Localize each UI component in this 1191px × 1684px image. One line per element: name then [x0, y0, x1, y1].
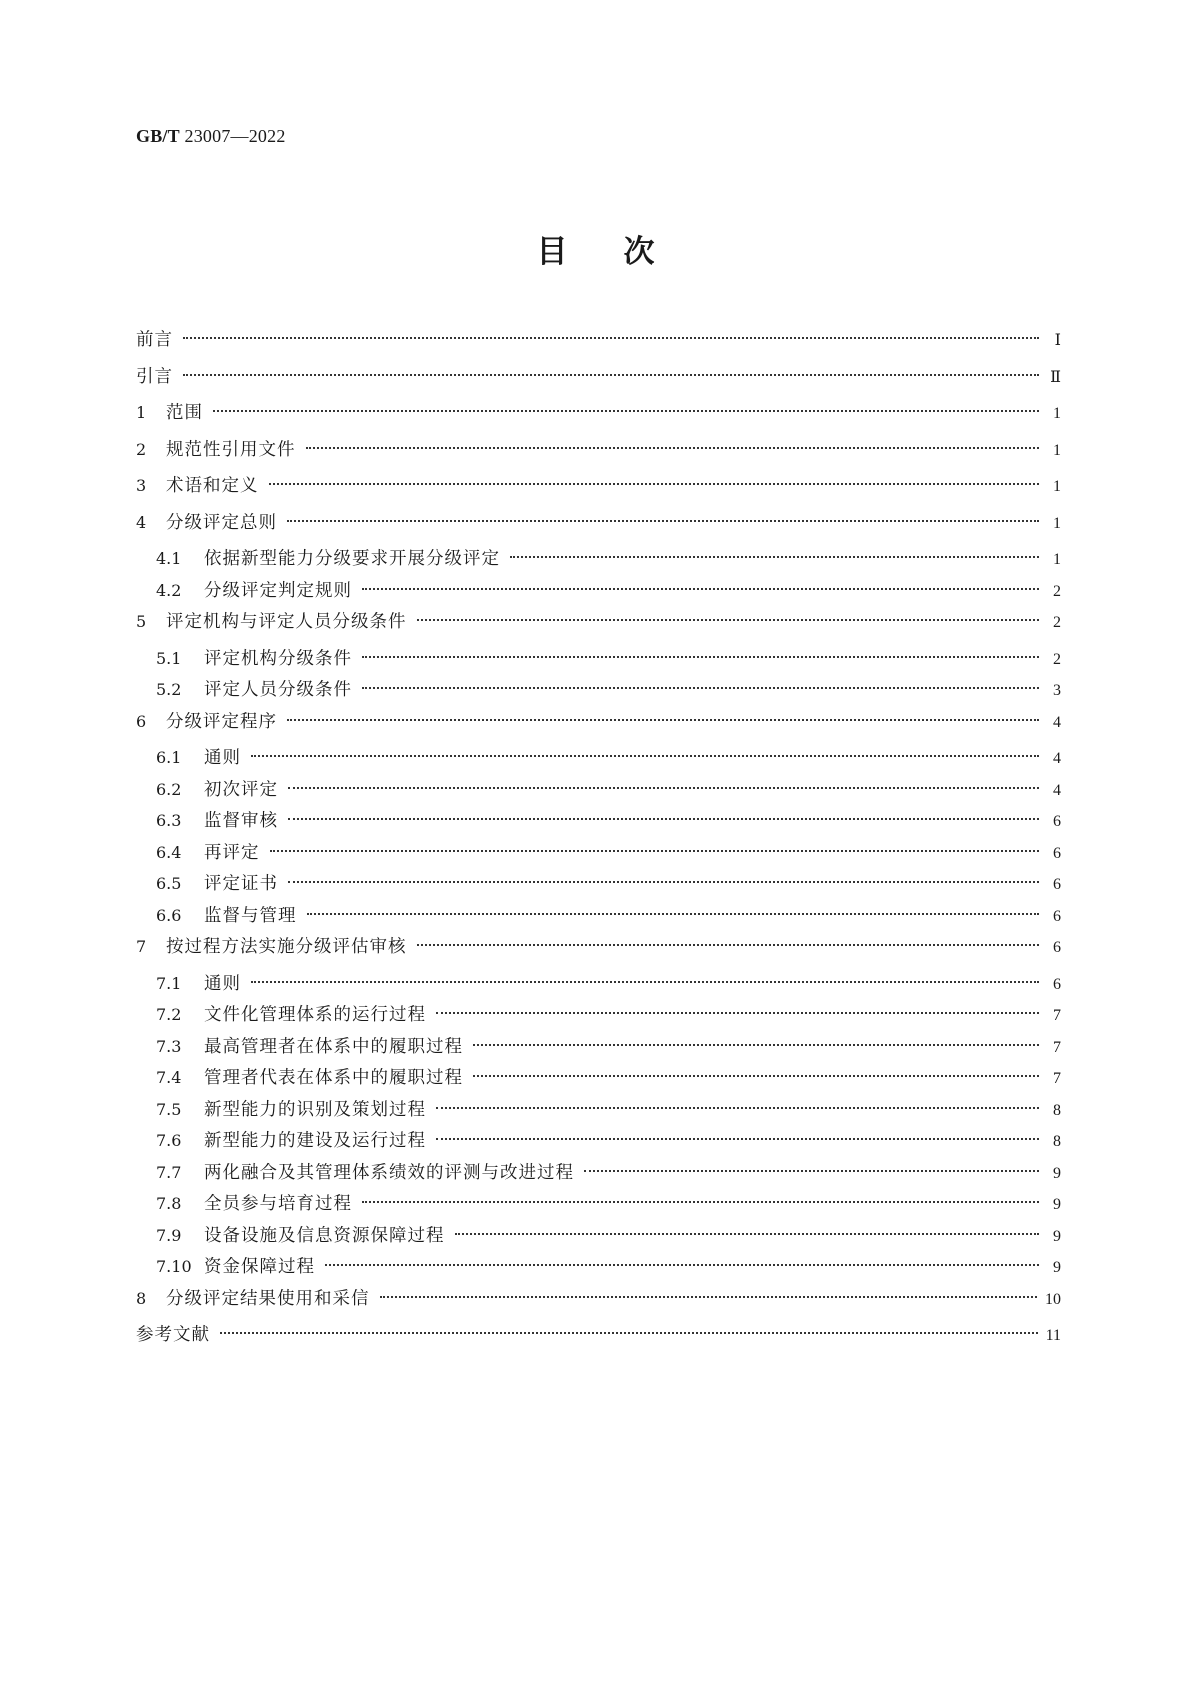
toc-entry-number: 7.3	[156, 1036, 182, 1056]
toc-entry[interactable]	[136, 608, 1061, 645]
toc-entry-number: 5.1	[156, 648, 182, 668]
toc-entry-label: 评定机构与评定人员分级条件	[166, 612, 407, 632]
toc-entry-number: 6.4	[156, 842, 182, 862]
toc-dot-leader	[584, 1170, 1039, 1172]
toc-entry-page: 6	[1053, 876, 1061, 893]
toc-entry-page: 4	[1053, 781, 1061, 799]
toc-entry-label: 管理者代表在体系中的履职过程	[204, 1068, 463, 1088]
toc-entry-label: 文件化管理体系的运行过程	[204, 1005, 426, 1025]
toc-entry-page: 2	[1053, 582, 1061, 600]
toc-entry[interactable]	[136, 509, 1061, 546]
toc-entry[interactable]	[136, 645, 1061, 677]
toc-dot-leader	[436, 1107, 1039, 1109]
toc-entry-number: 7.5	[156, 1099, 182, 1119]
toc-dot-leader	[213, 410, 1039, 412]
toc-entry-label: 评定证书	[204, 874, 278, 894]
toc-entry-label: 分级评定程序	[166, 711, 277, 732]
toc-entry-number: 3	[136, 476, 147, 495]
table-of-contents	[136, 326, 1061, 1358]
toc-entry-page: 2	[1053, 650, 1061, 668]
toc-entry[interactable]	[136, 1159, 1061, 1191]
toc-entry[interactable]	[136, 933, 1061, 970]
toc-entry-number: 6.6	[156, 905, 182, 925]
toc-dot-leader	[306, 447, 1040, 449]
toc-entry-number: 5	[136, 612, 147, 631]
toc-entry[interactable]	[136, 472, 1061, 509]
toc-entry-page: 8	[1053, 1101, 1061, 1119]
toc-entry[interactable]	[136, 1064, 1061, 1096]
toc-entry-label: 新型能力的识别及策划过程	[204, 1099, 426, 1120]
toc-entry-page: 3	[1053, 682, 1061, 699]
toc-entry-page: 1	[1053, 551, 1061, 568]
toc-entry[interactable]	[136, 1096, 1061, 1128]
toc-entry[interactable]	[136, 1222, 1061, 1254]
toc-dot-leader	[417, 619, 1040, 621]
toc-entry-label: 资金保障过程	[204, 1257, 315, 1277]
toc-entry[interactable]	[136, 1321, 1061, 1358]
toc-dot-leader	[183, 337, 1039, 339]
toc-entry-number: 8	[136, 1288, 147, 1308]
toc-entry[interactable]	[136, 326, 1061, 363]
toc-entry-label: 依据新型能力分级要求开展分级评定	[204, 549, 500, 569]
toc-dot-leader	[325, 1264, 1039, 1266]
toc-entry-page: 1	[1053, 478, 1061, 495]
toc-entry-page: 7	[1053, 1070, 1061, 1087]
toc-dot-leader	[269, 483, 1040, 485]
toc-dot-leader	[251, 981, 1039, 983]
toc-entry-page: 11	[1045, 1327, 1061, 1344]
toc-entry-page: 8	[1053, 1133, 1061, 1150]
toc-entry-page: Ⅰ	[1054, 332, 1061, 349]
toc-entry-number: 7.8	[156, 1194, 182, 1213]
toc-dot-leader	[380, 1296, 1038, 1298]
toc-entry-label: 初次评定	[204, 779, 278, 800]
toc-entry-label: 分级评定总则	[166, 512, 277, 533]
toc-entry[interactable]	[136, 1001, 1061, 1033]
toc-dot-leader	[510, 556, 1039, 558]
toc-entry-label: 按过程方法实施分级评估审核	[166, 937, 407, 957]
toc-entry-label: 监督审核	[204, 811, 278, 831]
toc-entry-label: 术语和定义	[166, 476, 259, 496]
toc-dot-leader	[362, 687, 1039, 689]
toc-entry-label: 引言	[136, 366, 173, 387]
toc-entry-page: 6	[1053, 813, 1061, 830]
toc-dot-leader	[473, 1075, 1039, 1077]
toc-entry-number: 4.1	[156, 549, 182, 568]
toc-entry-page: 4	[1053, 750, 1061, 767]
toc-dot-leader	[362, 656, 1039, 658]
toc-entry-number: 6.1	[156, 748, 182, 767]
toc-entry-label: 全员参与培育过程	[204, 1194, 352, 1214]
toc-entry-number: 6.5	[156, 874, 182, 893]
toc-entry[interactable]	[136, 399, 1061, 436]
toc-entry-page: 7	[1053, 1007, 1061, 1024]
toc-dot-leader	[287, 520, 1039, 522]
toc-entry-page: 6	[1053, 975, 1061, 993]
toc-entry-page: 1	[1053, 405, 1061, 422]
toc-entry-label: 通则	[204, 973, 241, 994]
toc-dot-leader	[307, 913, 1040, 915]
toc-entry-page: 2	[1053, 614, 1061, 631]
toc-entry[interactable]	[136, 744, 1061, 776]
toc-entry-number: 2	[136, 439, 147, 459]
toc-entry-number: 7	[136, 937, 147, 956]
toc-entry-page: 4	[1053, 713, 1061, 731]
toc-entry-page: 6	[1053, 907, 1061, 925]
toc-entry-label: 分级评定判定规则	[204, 580, 352, 601]
toc-entry-number: 1	[136, 403, 147, 422]
toc-entry-page: 9	[1053, 1227, 1061, 1245]
toc-entry[interactable]	[136, 1190, 1061, 1222]
toc-dot-leader	[362, 588, 1039, 590]
toc-entry-label: 监督与管理	[204, 905, 297, 926]
toc-entry-label: 最高管理者在体系中的履职过程	[204, 1036, 463, 1057]
standard-number: 23007—2022	[184, 126, 286, 146]
toc-dot-leader	[455, 1233, 1040, 1235]
toc-entry[interactable]	[136, 545, 1061, 577]
toc-entry-number: 7.2	[156, 1005, 182, 1024]
toc-entry[interactable]	[136, 776, 1061, 808]
toc-entry-label: 范围	[166, 403, 203, 423]
toc-entry-number: 5.2	[156, 680, 182, 699]
toc-entry-page: 10	[1045, 1290, 1061, 1308]
toc-entry-label: 评定机构分级条件	[204, 648, 352, 669]
toc-entry-page: 1	[1053, 514, 1061, 532]
toc-dot-leader	[436, 1138, 1039, 1140]
toc-entry[interactable]	[136, 870, 1061, 902]
toc-dot-leader	[251, 755, 1039, 757]
toc-entry-number: 7.1	[156, 973, 182, 993]
toc-entry-number: 7.4	[156, 1068, 182, 1087]
toc-entry-label: 前言	[136, 330, 173, 350]
toc-entry[interactable]	[136, 436, 1061, 473]
toc-entry-page: 9	[1053, 1164, 1061, 1182]
toc-dot-leader	[288, 881, 1039, 883]
toc-entry-number: 7.10	[156, 1257, 192, 1276]
toc-entry[interactable]	[136, 1253, 1061, 1285]
toc-entry[interactable]	[136, 1033, 1061, 1065]
toc-entry-page: 1	[1053, 441, 1061, 459]
toc-entry[interactable]	[136, 363, 1061, 400]
toc-entry[interactable]	[136, 676, 1061, 708]
toc-entry[interactable]	[136, 577, 1061, 609]
toc-dot-leader	[270, 850, 1040, 852]
toc-entry-number: 6	[136, 711, 147, 731]
toc-dot-leader	[473, 1044, 1039, 1046]
toc-entry-number: 4	[136, 512, 147, 532]
toc-entry[interactable]	[136, 807, 1061, 839]
toc-entry[interactable]	[136, 1127, 1061, 1159]
toc-entry-label: 参考文献	[136, 1325, 210, 1345]
toc-dot-leader	[288, 787, 1039, 789]
toc-dot-leader	[220, 1332, 1038, 1334]
toc-entry-page: 6	[1053, 939, 1061, 956]
toc-entry-number: 6.2	[156, 779, 182, 799]
toc-entry[interactable]	[136, 1285, 1061, 1322]
toc-entry[interactable]	[136, 902, 1061, 934]
toc-entry-page: Ⅱ	[1050, 368, 1061, 386]
toc-title: 目次	[536, 234, 711, 270]
toc-entry-page: 7	[1053, 1038, 1061, 1056]
toc-entry-page: 6	[1053, 844, 1061, 862]
toc-entry-label: 规范性引用文件	[166, 439, 296, 460]
toc-entry[interactable]	[136, 708, 1061, 745]
toc-dot-leader	[436, 1012, 1039, 1014]
toc-entry-label: 新型能力的建设及运行过程	[204, 1131, 426, 1151]
toc-entry[interactable]	[136, 970, 1061, 1002]
document-header	[136, 126, 286, 147]
standard-prefix: GB/T	[136, 126, 180, 146]
toc-entry-page: 9	[1053, 1196, 1061, 1213]
toc-dot-leader	[362, 1201, 1039, 1203]
toc-entry[interactable]	[136, 839, 1061, 871]
toc-entry-page: 9	[1053, 1259, 1061, 1276]
toc-entry-number: 7.6	[156, 1131, 182, 1150]
toc-entry-label: 评定人员分级条件	[204, 680, 352, 700]
toc-dot-leader	[287, 719, 1039, 721]
toc-entry-label: 分级评定结果使用和采信	[166, 1288, 370, 1309]
toc-entry-label: 两化融合及其管理体系绩效的评测与改进过程	[204, 1162, 574, 1183]
toc-dot-leader	[417, 944, 1040, 946]
toc-entry-label: 通则	[204, 748, 241, 768]
toc-dot-leader	[288, 818, 1039, 820]
toc-entry-number: 7.9	[156, 1225, 182, 1245]
toc-entry-number: 7.7	[156, 1162, 182, 1182]
toc-entry-number: 6.3	[156, 811, 182, 830]
toc-entry-label: 再评定	[204, 842, 260, 863]
toc-entry-number: 4.2	[156, 580, 182, 600]
toc-dot-leader	[183, 374, 1039, 376]
toc-entry-label: 设备设施及信息资源保障过程	[204, 1225, 445, 1246]
